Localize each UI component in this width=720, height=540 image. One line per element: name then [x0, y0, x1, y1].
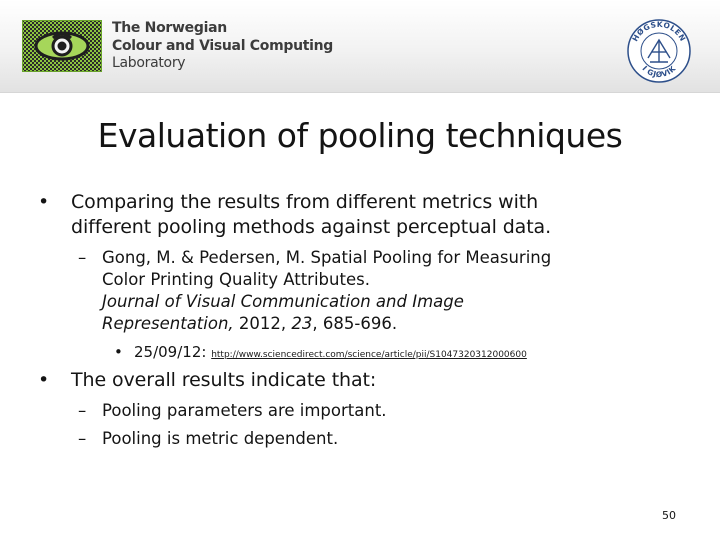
lab-name-line: The Norwegian: [112, 20, 227, 36]
bullet-mark: •: [38, 369, 50, 391]
reference-year: 2012,: [233, 314, 292, 333]
lab-name-line: Laboratory: [112, 55, 186, 71]
bullet-mark: •: [38, 191, 50, 213]
article-link[interactable]: http://www.sciencedirect.com/science/article/pii/S1047320312000600: [211, 350, 527, 360]
access-text: [134, 342, 527, 365]
bullet-text: Comparing the results from different metrics with: [71, 191, 539, 213]
bullet-mark: •: [114, 343, 123, 361]
reference-line: Color Printing Quality Attributes.: [102, 270, 370, 289]
seal-text-top: HØGSKOLEN: [630, 19, 688, 44]
journal-name: Journal of Visual Communication and Image: [102, 292, 464, 311]
sub-point-text: Pooling parameters are important.: [102, 401, 387, 420]
reference-pages: , 685-696.: [312, 314, 398, 333]
page-number: 50: [662, 509, 676, 522]
reference-volume: 23: [291, 314, 313, 333]
lab-name-line: Colour and Visual Computing: [112, 37, 334, 54]
sub-point-text: Pooling is metric dependent.: [102, 429, 339, 448]
seal-text-bottom: I GJØVIK: [640, 63, 678, 80]
slide-title: Evaluation of pooling techniques: [97, 116, 623, 155]
bullet-text: The overall results indicate that:: [71, 369, 377, 391]
bullet-text: different pooling methods against perceptual data.: [71, 216, 552, 238]
reference-citation: [102, 313, 397, 335]
dash-mark: –: [78, 401, 87, 420]
dash-mark: –: [78, 429, 87, 448]
reference-line: Gong, M. & Pedersen, M. Spatial Pooling for Measuring: [102, 248, 552, 267]
dash-mark: –: [78, 248, 87, 267]
journal-name-end: Representation,: [102, 314, 234, 333]
access-date: 25/09/12:: [134, 343, 212, 361]
